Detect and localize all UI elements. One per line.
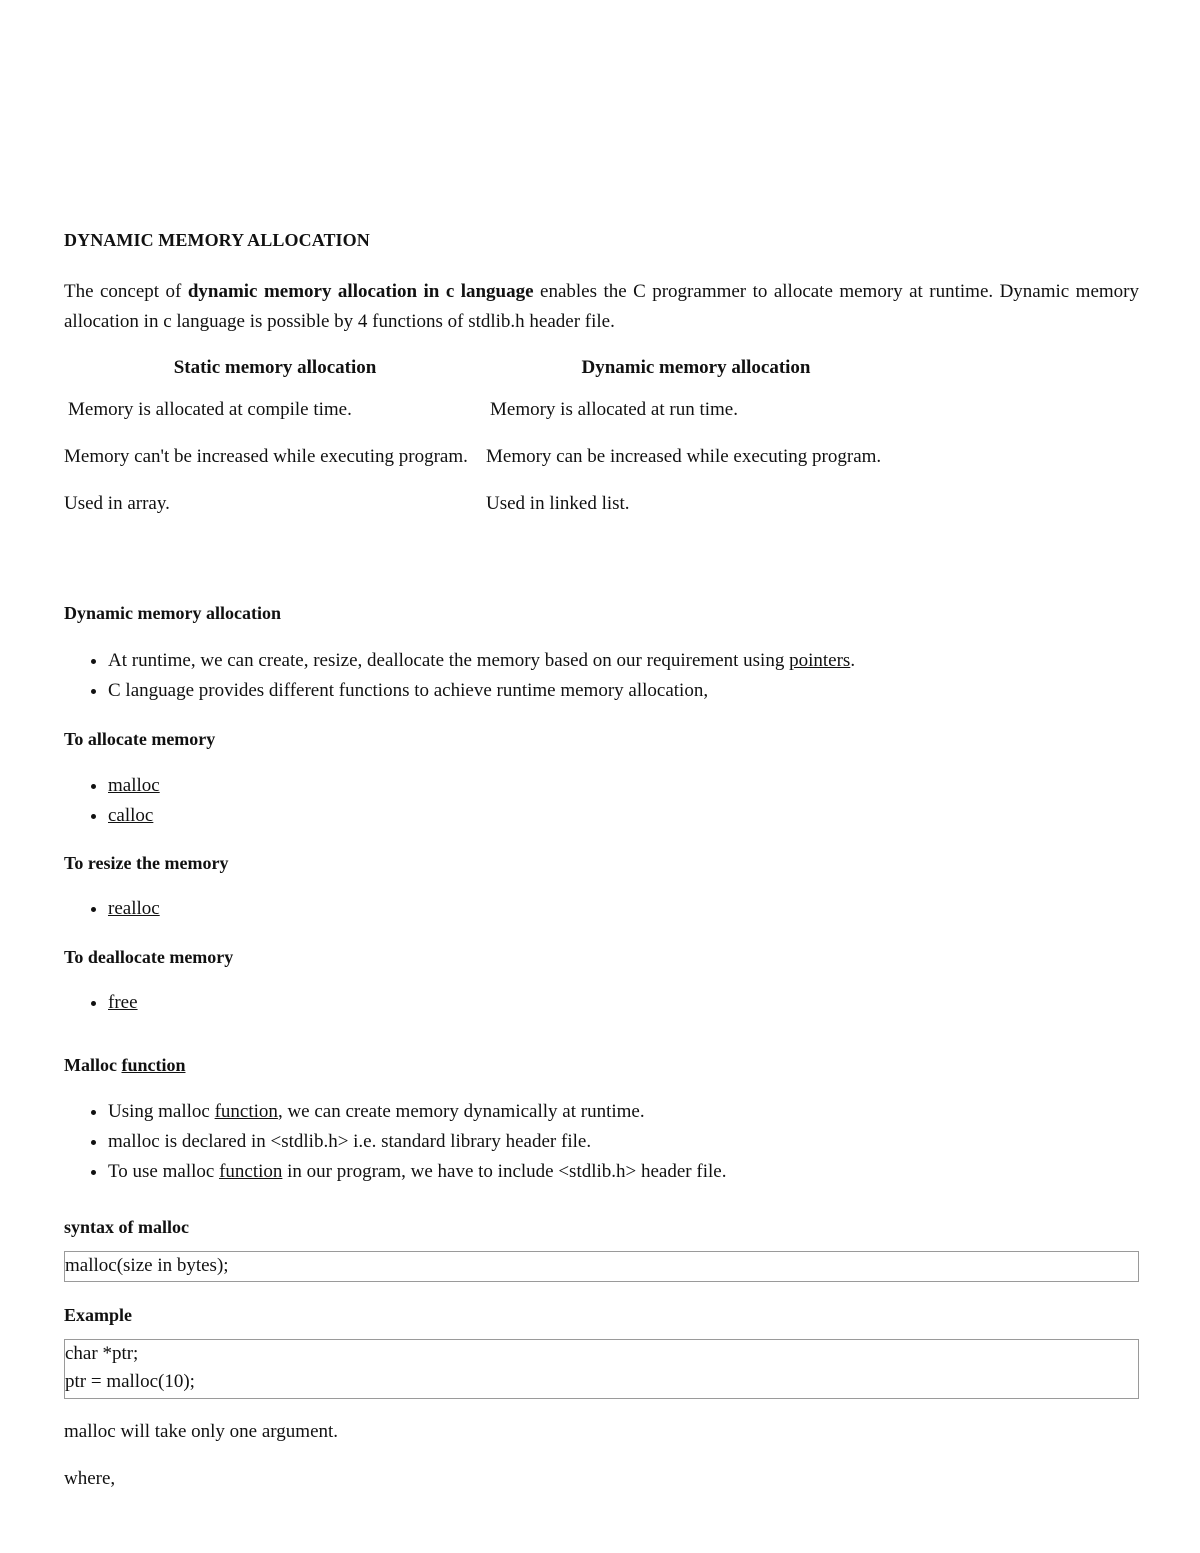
malloc-heading-text: Malloc (64, 1055, 122, 1075)
allocate-list (64, 771, 160, 831)
function-link[interactable]: function (214, 1101, 278, 1122)
syntax-heading: syntax of malloc (64, 1217, 189, 1237)
intro-text-2: enables the C programmer to allocate memory at runtime. Dynamic memory allocation in c language is possible by 4 functions of stdlib.h header file. (64, 281, 1139, 332)
list-item-text: To use malloc (108, 1161, 220, 1182)
where-text: where, (64, 1468, 116, 1489)
example-code-box (64, 1339, 1139, 1399)
table-cell: Memory is allocated at compile time. (68, 398, 352, 420)
list-item-text: , we can create memory dynamically at runtime. (277, 1101, 645, 1122)
resize-list (64, 894, 160, 924)
list-item: • C language provides different functions to achieve runtime memory allocation, (108, 676, 855, 706)
table-cell: Memory can be increased while executing program. (486, 445, 882, 467)
syntax-code-box (64, 1251, 1139, 1282)
note-text: malloc will take only one argument. (64, 1421, 339, 1442)
example-heading: Example (64, 1305, 133, 1325)
comparison-table (64, 350, 906, 527)
realloc-link[interactable]: realloc (108, 898, 160, 919)
calloc-link[interactable]: calloc (108, 805, 154, 826)
malloc-heading (64, 1055, 186, 1076)
function-link[interactable]: function (219, 1161, 283, 1182)
table-cell: Used in linked list. (486, 492, 630, 514)
intro-text-1: The concept of (64, 281, 188, 302)
table-cell: Memory can't be increased while executing program. (64, 445, 468, 467)
dealloc-heading: To deallocate memory (64, 947, 234, 967)
list-item: • malloc is declared in <stdlib.h> i.e. standard library header file. (108, 1127, 726, 1157)
malloc-bullet-list (64, 1097, 726, 1187)
dealloc-list (64, 988, 138, 1018)
table-row (64, 433, 906, 480)
dma-bullet-list (64, 646, 855, 706)
code-line: char *ptr; (65, 1343, 139, 1364)
intro-paragraph (64, 277, 1139, 337)
list-item (108, 801, 160, 831)
table-row (64, 386, 906, 433)
table-header-dynamic: Dynamic memory allocation (581, 357, 811, 378)
table-cell: Used in array. (64, 492, 170, 514)
code-line: ptr = malloc(10); (65, 1371, 195, 1392)
list-item (108, 894, 160, 924)
list-item-text: Using malloc (108, 1101, 215, 1122)
list-item-text: At runtime, we can create, resize, deallocate the memory based on our requirement using (108, 650, 790, 671)
page-title: DYNAMIC MEMORY ALLOCATION (64, 230, 370, 250)
intro-bold-term: dynamic memory allocation in c language (187, 281, 534, 302)
free-link[interactable]: free (108, 992, 138, 1013)
list-item (108, 988, 138, 1018)
function-link[interactable]: function (121, 1055, 186, 1075)
table-header-static: Static memory allocation (173, 357, 377, 378)
list-item (108, 771, 160, 801)
list-item-text: in our program, we have to include <stdlib.h> header file. (282, 1161, 727, 1182)
table-cell: Memory is allocated at run time. (490, 398, 738, 420)
allocate-heading: To allocate memory (64, 729, 216, 749)
list-item (108, 646, 855, 676)
malloc-link[interactable]: malloc (108, 775, 160, 796)
resize-heading: To resize the memory (64, 853, 229, 873)
code-line: malloc(size in bytes); (65, 1255, 229, 1276)
pointers-link[interactable]: pointers (789, 650, 851, 671)
list-item-text: . (850, 650, 856, 671)
dma-heading: Dynamic memory allocation (64, 603, 281, 623)
list-item (108, 1157, 726, 1187)
list-item (108, 1097, 726, 1127)
table-header-row (64, 350, 906, 386)
table-row (64, 480, 906, 527)
